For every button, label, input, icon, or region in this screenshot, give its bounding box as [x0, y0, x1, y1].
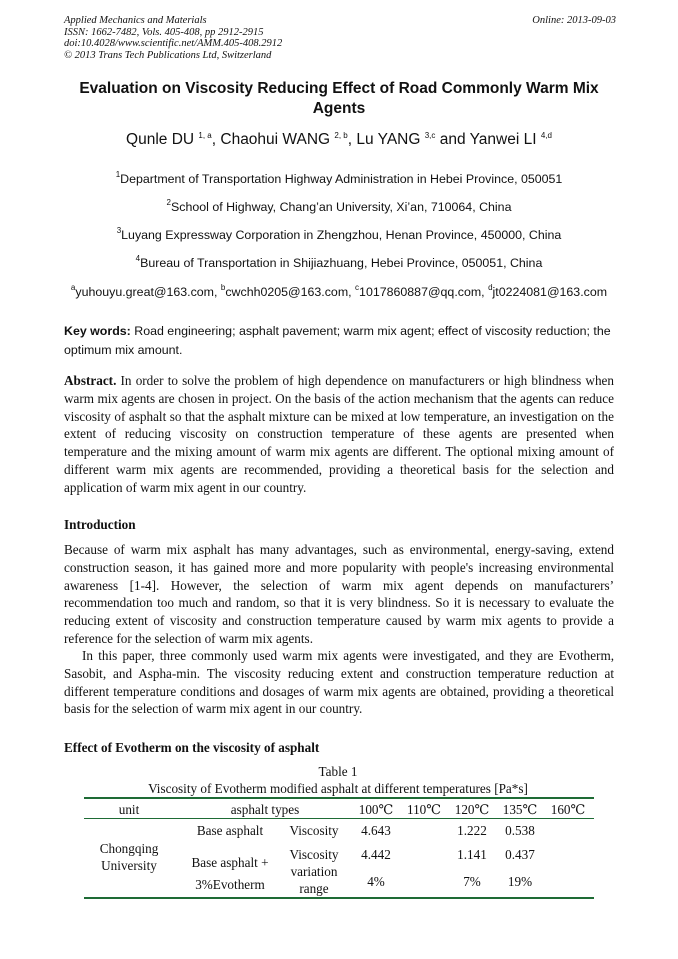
- journal-name: Applied Mechanics and Materials: [64, 15, 207, 26]
- author-superscript: 2, b: [334, 131, 348, 140]
- row1-value-120c: 1.222: [457, 823, 487, 838]
- header-asphalt-types: asphalt types: [230, 802, 300, 817]
- header-120c: 120℃: [454, 802, 490, 817]
- keywords-block: [64, 322, 616, 360]
- affiliation-1: [40, 170, 638, 186]
- table-bottom-rule: [84, 897, 594, 899]
- author-emails: [40, 283, 638, 299]
- row1-value-135c: 0.538: [505, 823, 535, 838]
- affiliation-superscript: 4: [135, 254, 141, 263]
- row2-asphalt-type-line-1: Base asphalt +: [191, 855, 269, 870]
- unit-name-line-1: Chongqing: [99, 841, 159, 856]
- affiliation-superscript: 2: [166, 198, 171, 207]
- affiliation-superscript: 3: [116, 226, 122, 235]
- author-superscript: 3,c: [424, 131, 436, 140]
- author-name: Chaohui WANG: [220, 131, 331, 148]
- unit-name-line-2: University: [101, 858, 157, 873]
- header-unit: unit: [118, 802, 140, 817]
- row3-value-135c: 19%: [507, 874, 533, 889]
- row3-measure-line-1: variation: [290, 864, 338, 879]
- section-heading: Effect of Evotherm on the viscosity of asphalt: [64, 740, 320, 755]
- affiliation-text: Department of Transportation Highway Administration in Hebei Province, 050051: [120, 172, 563, 186]
- row2-measure: Viscosity: [289, 847, 339, 862]
- row1-asphalt-type: Base asphalt: [196, 823, 264, 838]
- author-separator: ,: [211, 131, 221, 148]
- header-160c: 160℃: [550, 802, 586, 817]
- copyright-line: © 2013 Trans Tech Publications Ltd, Switzerland: [64, 49, 272, 61]
- abstract-text: In order to solve the problem of high dependence on manufacturers or high blindness when warm mix agents are chosen in project. On the basis of the action mechanism that the agents can reduce viscosity of asphalt so that the asphalt mixture can be mixed at low temperature, an investigation on the extent of reducing viscosity on construction temperature of these agents are presented when temperature and the mixing amount of warm mix agents are different. The optional mixing amount of different warm mix agents are recommended, providing a theoretical basis for the selection and application of warm mix agent in our country.: [64, 373, 614, 495]
- email-superscript: b: [220, 283, 226, 292]
- email-link[interactable]: jt0224081@163.com: [492, 285, 608, 299]
- table-caption: Viscosity of Evotherm modified asphalt at different temperatures [Pa*s]: [148, 781, 528, 796]
- header-100c: 100℃: [358, 802, 394, 817]
- author-list: [40, 131, 638, 149]
- affiliation-superscript: 1: [115, 170, 121, 179]
- row3-value-100c: 4%: [367, 874, 385, 889]
- affiliation-4: [40, 254, 638, 270]
- author-name: Yanwei LI: [469, 131, 537, 148]
- table-header-rule: [84, 818, 594, 819]
- email-link[interactable]: 1017860887@qq.com,: [359, 285, 489, 299]
- author-name: Qunle DU: [126, 131, 195, 148]
- email-superscript: c: [355, 283, 360, 292]
- paper-title: Evaluation on Viscosity Reducing Effect of Road Commonly Warm Mix Agents: [79, 80, 599, 117]
- header-135c: 135℃: [502, 802, 538, 817]
- affiliation-text: Luyang Expressway Corporation in Zhengzhou, Henan Province, 450000, China: [121, 228, 562, 242]
- affiliation-text: School of Highway, Chang’an University, Xi’an, 710064, China: [170, 200, 512, 214]
- table-label: Table 1: [318, 764, 358, 779]
- row1-value-100c: 4.643: [361, 823, 391, 838]
- author-superscript: 1, a: [198, 131, 212, 140]
- email-link[interactable]: cwchh0205@163.com,: [225, 285, 356, 299]
- introduction-paragraph-1: Because of warm mix asphalt has many advantages, such as environmental, energy-saving, extend construction season, it has gained more and more popularity with people's increasing environmental awareness [1-4]. However, the selection of warm mix agent depends on manufacturers’ recommendation too much and random, so that it is very blindness. So it is necessary to evaluate the reducing extent of viscosity and construction temperature caused by warm mix agents to provide a reference for the selection of warm mix agents.: [64, 542, 614, 646]
- row2-value-135c: 0.437: [505, 847, 535, 862]
- keywords-text: Road engineering; asphalt pavement; warm mix agent; effect of viscosity reduction; the optimum mix amount.: [64, 324, 611, 357]
- row2-value-120c: 1.141: [457, 847, 487, 862]
- email-superscript: a: [70, 283, 76, 292]
- affiliation-3: [40, 226, 638, 242]
- abstract-label: Abstract.: [64, 373, 117, 388]
- affiliation-2: [40, 198, 638, 214]
- author-name: Lu YANG: [356, 131, 421, 148]
- introduction-heading: Introduction: [64, 517, 136, 532]
- abstract-block: [64, 372, 614, 497]
- author-separator: ,: [347, 131, 357, 148]
- row3-value-120c: 7%: [463, 874, 481, 889]
- row2-asphalt-type-line-2: 3%Evotherm: [195, 877, 265, 892]
- online-date: Online: 2013-09-03: [532, 15, 616, 26]
- introduction-paragraph-2: In this paper, three commonly used warm mix agents were investigated, and they are Evotherm, Sasobit, and Aspha-min. The viscosity reducing extent and construction temperature reduction at different temperature conditions and dosages of warm mix agents are obtained, providing a theoretical basis for the selection of warm mix agent in our country.: [64, 648, 614, 717]
- row1-measure: Viscosity: [289, 823, 339, 838]
- author-separator: and: [435, 131, 470, 148]
- row3-measure-line-2: range: [299, 881, 329, 896]
- keywords-label: Key words:: [64, 324, 131, 338]
- table-top-rule: [84, 797, 594, 799]
- affiliation-text: Bureau of Transportation in Shijiazhuang, Hebei Province, 050051, China: [140, 256, 543, 270]
- row2-value-100c: 4.442: [361, 847, 391, 862]
- header-110c: 110℃: [406, 802, 442, 817]
- email-superscript: d: [488, 283, 493, 292]
- running-header: [64, 15, 616, 61]
- doi-line: doi:10.4028/www.scientific.net/AMM.405-408.2912: [64, 38, 283, 50]
- issn-line: ISSN: 1662-7482, Vols. 405-408, pp 2912-2915: [64, 26, 264, 38]
- author-superscript: 4,d: [540, 131, 552, 140]
- email-link[interactable]: yuhouyu.great@163.com,: [75, 285, 221, 299]
